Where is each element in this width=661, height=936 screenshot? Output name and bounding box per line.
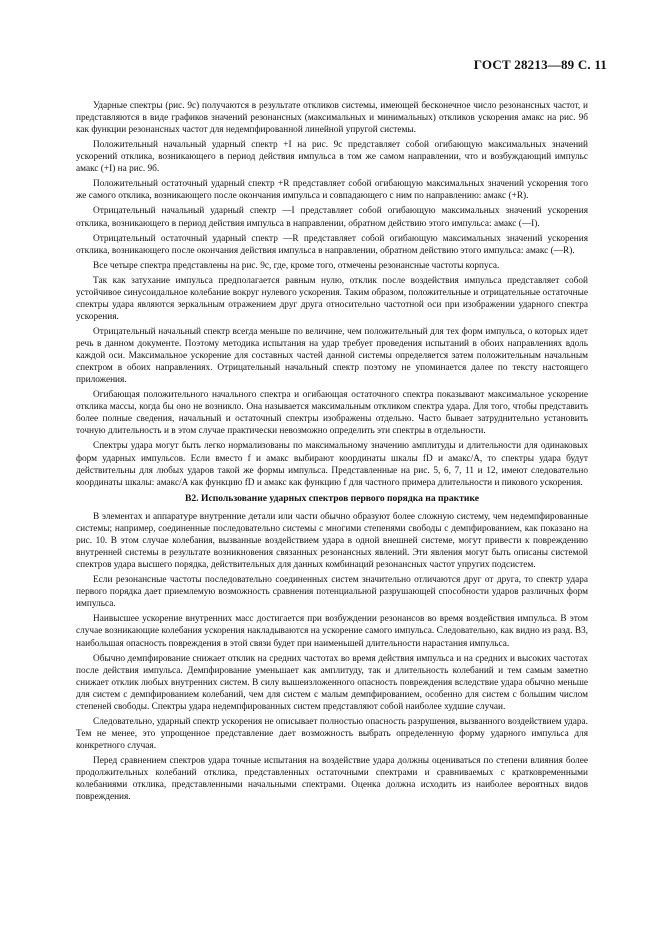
paragraph: Отрицательный начальный спектр всегда меньше по величине, чем положительный для тех форм импульса, о которых идет речь в данном документе. Поэтому методика испытания на удар требует проведения испытаний в обоих направлениях вдоль каждой оси. Максимальное ускорение для составных частей данной системы определяется затем положительным начальным спектром в обоих направлениях. Отрицательный начальный спектр поэтому не упоминается далее по тексту настоящего приложения. [76,326,588,386]
paragraph: Ударные спектры (рис. 9с) получаются в результате откликов системы, имеющей бесконечное число резонансных частот, и представляются в виде графиков значений резонансных (максимальных и минимальных) откликов ускорения aмакс на рис. 9б как функции резонансных частот для недемпфированной линейной упругой системы. [76,101,588,136]
paragraph: Следовательно, ударный спектр ускорения не описывает полностью опасность разрушения, вызванного воздействием удара. Тем не менее, это упрощенное представление дает возможность выбрать определенную форму ударного импульса для конкретного случая. [76,716,588,752]
paragraph: Положительный остаточный ударный спектр +R представляет собой огибающую максимальных значений ускорения того же самого отклика, возникающего после окончания импульса и совпадающего с ним по направлению: aмакс (+R). [76,179,588,202]
paragraph: В элементах и аппаратуре внутренние детали или части обычно образуют более сложную систему, чем недемпфированные системы; например, соединенные последовательно системы с многими степенями свободы с демпфированием, как показано на рис. 10. В этом случае колебания, вызванные воздействием удара в одной внешней системе, могут привести к повреждению внутренней системы в результате возникновения связанных резонансных явлений. Эти явления могут быть описаны системой спектров удара высшего порядка, действительных для данных комбинаций резонансных частот упругих подсистем. [76,511,588,571]
paragraph: Отрицательный начальный ударный спектр —I представляет собой огибающую максимальных значений ускорения отклика, возникающего в период действия импульса в направлении, обратном действию этого импульса: aмакс (—I). [76,206,588,229]
body-text [76,100,588,806]
paragraph: Перед сравнением спектров удара точные испытания на воздействие удара должны оцениваться по степени влияния более продолжительных колебаний отклика, представленных остаточными спектрами и сравниваемых с кратковременными колебаниями отклика, представленными начальными спектрами. Оценка должна исходить из наиболее вероятных видов повреждения. [76,756,588,803]
paragraph: Так как затухание импульса предполагается равным нулю, отклик после воздействия импульса представляет собой устойчивое синусоидальное колебание вокруг нулевого ускорения. Таким образом, положительные и отрицательные остаточные спектры удара являются зеркальным отражением друг друга относительно частотной оси при изображении ударного спектра ускорения. [76,275,588,322]
paragraph: Все четыре спектра представлены на рис. 9с, где, кроме того, отмечены резонансные частоты корпуса. [93,260,500,271]
paragraph: Спектры удара могут быть легко нормализованы по максимальному значению амплитуды и длительности для одинаковых форм ударных импульсов. Если вместо f и aмакс выбирают координаты шкалы fD и aмакс/A, то спектры удара будут действительны для любых ударов такой же формы импульса. Представленные на рис. 5, 6, 7, 11 и 12, имеют следовательно координаты шкалы: aмакс/A как функцию fD и aмакс как функцию f для частного примера длительности и пикового ускорения. [76,441,588,488]
paragraph: Огибающая положительного начального спектра и огибающая остаточного спектра показывают максимальное ускорение отклика массы, когда бы оно не возникло. Она называется максимальным откликом спектра удара. Для того, чтобы представить более полные сведения, начальный и остаточный спектры изображены отдельно. Часто бывает затруднительно установить точную длительность и в этом случае практически невозможно определить эти спектры в отдельности. [76,390,588,437]
paragraph: Наивысшее ускорение внутренних масс достигается при возбуждении резонансов во время воздействия импульса. В этом случае возникающие колебания ускорения накладываются на ускорение самого импульса. Следовательно, как видно из разд. В3, наибольшая опасность повреждения в этой связи будет при наименьшей длительности нарастания импульса. [76,614,588,649]
paragraph: Отрицательный остаточный ударный спектр —R представляет собой огибающую максимальных значений ускорения отклика, возникающего после окончания действия импульса в направлении, обратном действию этого импульса: aмакс (—R). [76,233,588,256]
paragraph: Если резонансные частоты последовательно соединенных систем значительно отличаются друг от друга, то спектр удара первого порядка дает приемлемую возможность сравнения потенциальной разрушающей способности ударов различных форм импульса. [76,575,588,610]
page-header: ГОСТ 28213—89 С. 11 [473,57,607,72]
paragraph: Положительный начальный ударный спектр +I на рис. 9с представляет собой огибающую максимальных значений ускорений отклика, возникающего в период действия импульса в том же самом направлении, что и возбуждающий импульс aмакс (+I) на рис. 9б. [76,140,588,175]
paragraph: Обычно демпфирование снижает отклик на средних частотах во время действия импульса и на средних и высоких частотах после действия импульса. Демпфирование уменьшает как амплитуду, так и длительность колебаний и тем самым заметно снижает отклик любых внутренних систем. В силу вышеизложенного опасность повреждения вследствие удара обычно меньше для систем с демпфированием колебаний, чем для систем с малым демпфированием, особенно для систем с большим числом степеней свободы. Спектры удара недемпфированных систем представляют собой наиболее худшие случаи. [76,653,588,712]
section-heading: В2. Использование ударных спектров первого порядка на практике [184,492,479,504]
